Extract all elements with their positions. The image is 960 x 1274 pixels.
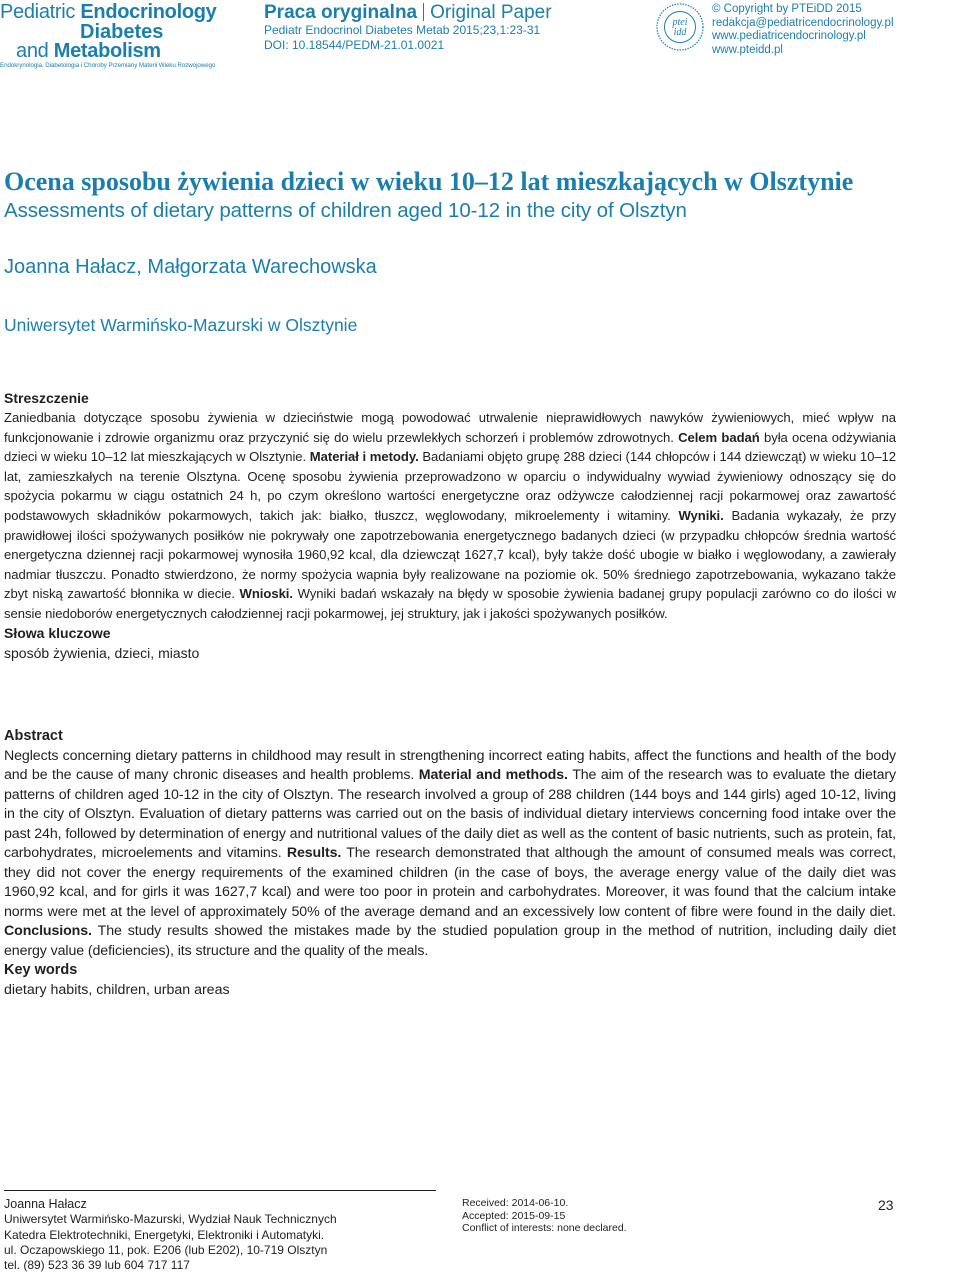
- article-title-pl: Ocena sposobu żywienia dzieci w wieku 10–12 lat mieszkających w Olsztynie: [4, 167, 854, 196]
- article-title-en: Assessments of dietary patterns of children aged 10-12 in the city of Olsztyn: [4, 199, 687, 222]
- logo-text-top: ptei: [672, 17, 688, 28]
- society-logo-icon: [655, 2, 705, 52]
- copyright-block: [712, 3, 894, 57]
- citation: Pediatr Endocrinol Diabetes Metab 2015;23,1:23-31: [264, 23, 541, 37]
- correspondence-line: ul. Oczapowskiego 11, pok. E206 (lub E202), 10-719 Olsztyn: [4, 1242, 328, 1257]
- correspondence-line: Uniwersytet Warmińsko-Mazurski, Wydział Nauk Technicznych: [4, 1212, 337, 1227]
- copyright: © Copyright by PTEiDD 2015: [712, 3, 862, 15]
- conflict-statement: Conflict of interests: none declared.: [462, 1222, 627, 1234]
- website-link[interactable]: www.pediatricendocrinology.pl: [712, 30, 866, 42]
- abstract-pl-body: Zaniedbania dotyczące sposobu żywienia w dzieciństwie mogą powodować utrwalenie nieprawidłowych nawyków żywieniowych, mieć wpływ na funkcjonowanie i zdrowie organizmu oraz przyczynić się do wielu przewlekłych schorzeń i problemów zdrowotnych. Celem badań była ocena odżywiania dzieci w wieku 10–12 lat mieszkających w Olsztynie. Materiał i metody. Badaniami objęto grupę 288 dzieci (144 chłopców i 144 dziewcząt) w wieku 10–12 lat, zamieszkałych na terenie Olsztyna. Ocenę sposobu żywienia przeprowadzono w oparciu o indywidualny wywiad żywieniowy odnoszący się do spożycia pokarmu w ciągu ostatnich 24 h, po czym określono wartości energetyczne oraz odżywcze całodziennej racji pokarmowej oraz zawartość podstawowych składników pokarmowych, takich jak: białko, tłuszcz, węglowodany, mikroelementy i witaminy. Wyniki. Badania wykazały, że przy prawidłowej ilości spożywanych posiłków nie pokrywały one zapotrzebowania energetycznego badanych dzieci (w przypadku chłopców średnia wartość energetyczna dziennej racji pokarmowej wynosiła 1960,92 kcal, dla dziewcząt 1627,7 kcal), były także dość ubogie w białko i węglowodany, a zawierały nadmiar tłuszczu. Ponadto stwierdzono, że normy spożycia wapnia były realizowane na poziomie ok. 50% średniego zapotrzebowania, wykazano także zbyt niską zawartość błonnika w diecie. Wnioski. Wyniki badań wskazały na błędy w sposobie żywienia badanej grupy populacji zarówno co do ilości w sensie niedoborów energetycznych całodziennej racji pokarmowej, jej struktury, jak i jakości spożywanych posiłków.: [4, 410, 897, 621]
- correspondence-name: Joanna Hałacz: [4, 1197, 87, 1211]
- email-link[interactable]: redakcja@pediatricendocrinology.pl: [712, 16, 894, 29]
- abstract-en-heading: Abstract: [4, 728, 63, 744]
- keywords-pl: sposób żywienia, dzieci, miasto: [4, 644, 200, 661]
- doi: DOI: 10.18544/PEDM-21.01.0021: [264, 38, 445, 52]
- abstract-pl: [4, 389, 896, 663]
- abstract-pl-heading: Streszczenie: [4, 390, 89, 406]
- footer-divider: [4, 1190, 436, 1191]
- keywords-en-heading: Key words: [4, 962, 78, 978]
- keywords-en: dietary habits, children, urban areas: [4, 981, 230, 998]
- authors: Joanna Hałacz, Małgorzata Warechowska: [4, 256, 377, 278]
- article-type-block: [264, 2, 552, 53]
- journal-title-line2: Diabetes: [80, 21, 164, 43]
- correspondence-line: tel. (89) 523 36 39 lub 604 717 117: [4, 1258, 190, 1273]
- journal-masthead: [0, 2, 232, 70]
- abstract-en: [4, 727, 896, 1000]
- article-type: Praca oryginalna Original Paper: [264, 2, 552, 23]
- correspondence-line: Katedra Elektrotechniki, Energetyki, Elektroniki i Automatyki.: [4, 1227, 325, 1242]
- affiliation: Uniwersytet Warmińsko-Mazurski w Olsztynie: [4, 315, 358, 335]
- logo-text-bottom: idd: [673, 27, 687, 38]
- abstract-en-body: Neglects concerning dietary patterns in childhood may result in strengthening incorrect eating habits, affect the functions and health of the body and be the cause of many chronic diseases and health problems. Material and methods. The aim of the research was to evaluate the dietary patterns of children aged 10-12 in the city of Olsztyn. The research involved a group of 288 children (144 boys and 144 girls) aged 10-12, living in the city of Olsztyn. Evaluation of dietary patterns was carried out on the basis of individual dietary interviews concerning food intake over the past 24h, followed by determination of energy and nutritional values of the daily diet as well as the content of basic nutrients, such as protein, fat, carbohydrates, microelements and vitamins. Results. The research demonstrated that although the amount of consumed meals was correct, they did not cover the energy requirements of the examined children (in the case of boys, the average energy value of the daily diet was 1960,92 kcal, and for girls it was 1627,7 kcal) and were too poor in protein and carbohydrates. Moreover, it was found that the calcium intake norms were met at the level of approximately 50% of the average demand and an excessively low content of fibre were found in the daily diet. Conclusions. The study results showed the mistakes made by the studied population group in the method of nutrition, including daily diet energy value (deficiencies), its structure and the quality of the meals.: [4, 747, 897, 959]
- correspondence-address: [4, 1197, 337, 1273]
- website-link-2[interactable]: www.pteidd.pl: [712, 43, 783, 56]
- received-date: Received: 2014-06-10.: [462, 1197, 569, 1209]
- keywords-pl-heading: Słowa kluczowe: [4, 624, 111, 641]
- accepted-date: Accepted: 2015-09-15: [462, 1209, 566, 1222]
- journal-subtitle: Endokrynologia, Diabetologia i Choroby Przemiany Materii Wieku Rozwojowego: [0, 62, 216, 69]
- page-number: 23: [878, 1197, 894, 1213]
- journal-title-line1: Pediatric Endocrinology: [0, 1, 217, 23]
- journal-title-line3: and Metabolism: [16, 40, 161, 62]
- article-dates: [462, 1197, 627, 1235]
